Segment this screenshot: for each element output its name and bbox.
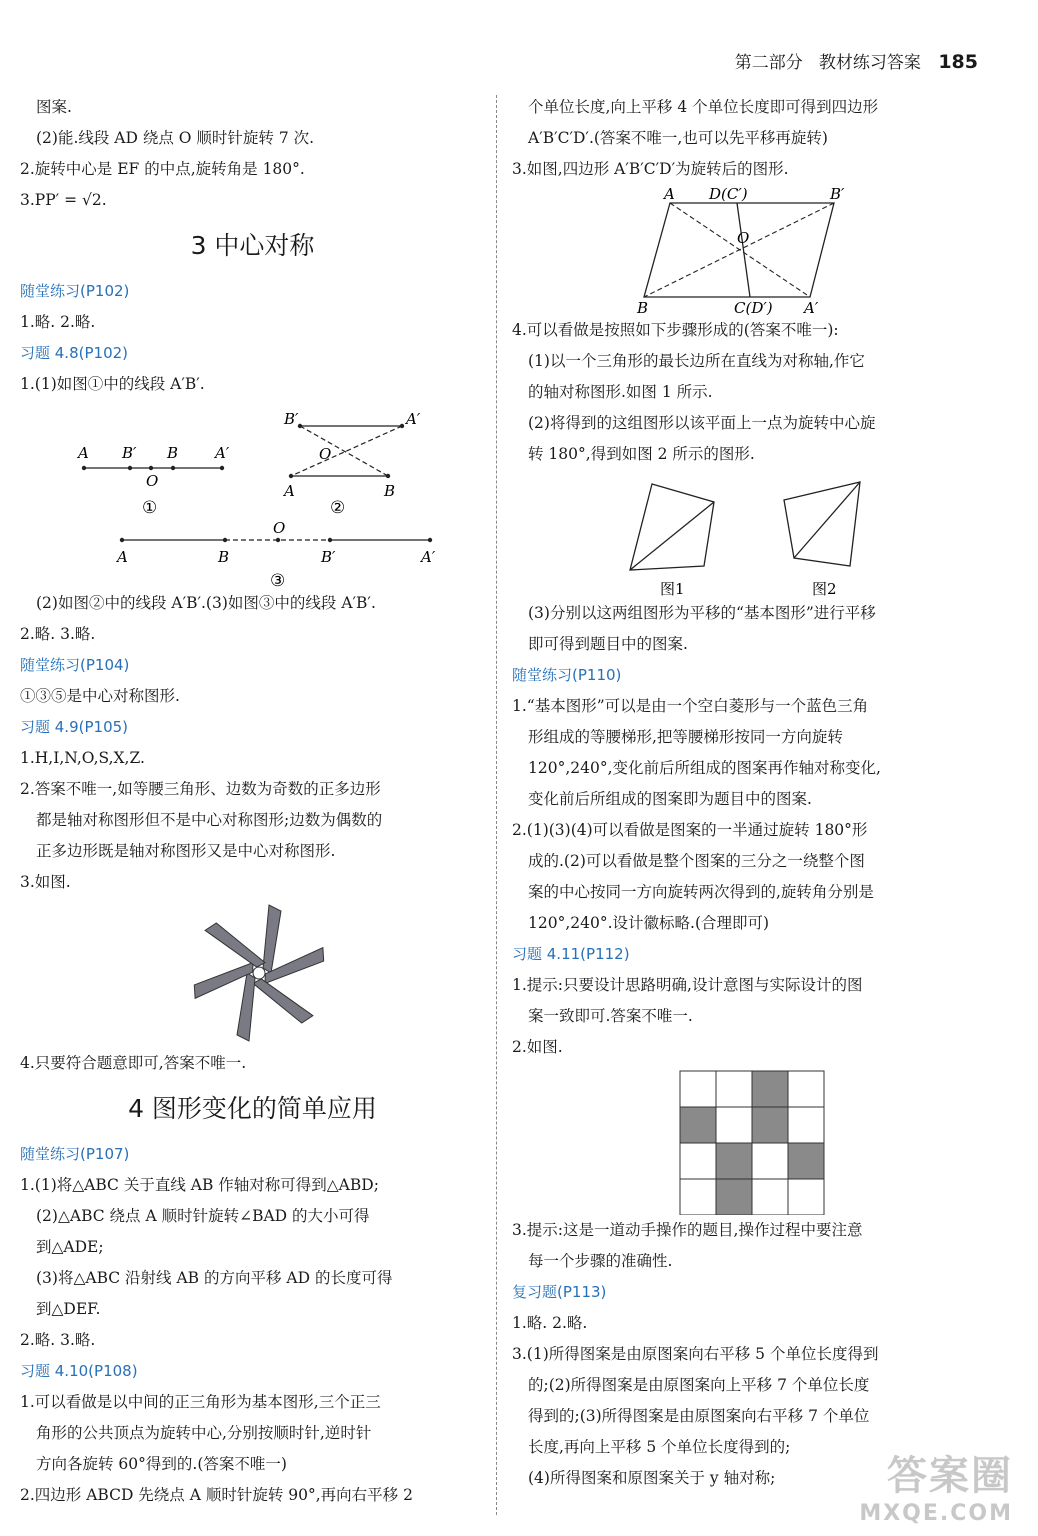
label-B2: B <box>384 482 396 500</box>
grid-cell-shaded <box>716 1179 752 1215</box>
circle-num-2: ② <box>330 498 346 518</box>
text-line: 的轴对称图形.如图 1 所示. <box>528 383 713 401</box>
grid-cell-shaded <box>680 1107 716 1143</box>
text-line: 成的.(2)可以看做是整个图案的三分之一绕整个图 <box>528 852 865 870</box>
watermark <box>859 1444 1013 1526</box>
label-Ap3: A′ <box>421 548 436 566</box>
pinwheel-figure <box>20 898 485 1048</box>
grid-cell <box>752 1179 788 1215</box>
text-line: 到△ADE; <box>36 1238 104 1256</box>
figure-3 <box>115 519 436 588</box>
label-O: O <box>146 472 159 490</box>
figure-2 <box>282 410 421 518</box>
grid-cell <box>788 1107 824 1143</box>
text-line: 长度,再向上平移 5 个单位长度得到的; <box>528 1438 791 1456</box>
pinwheel-blade <box>248 976 316 1026</box>
text-line: (2)能.线段 AD 绕点 O 顺时针旋转 7 次. <box>36 129 315 147</box>
grid-cell <box>716 1107 752 1143</box>
subsection-heading: 习题 4.9(P105) <box>20 718 129 736</box>
text-line: 1.(1)将△ABC 关于直线 AB 作轴对称可得到△ABD; <box>20 1176 379 1194</box>
watermark-line2: MXQE.COM <box>859 1501 1013 1526</box>
text-line: 角形的公共顶点为旋转中心,分别按顺时针,逆时针 <box>36 1424 372 1442</box>
text-line: (4)所得图案和原图案关于 y 轴对称; <box>528 1469 776 1487</box>
header-part: 第二部分 <box>734 53 803 73</box>
text-line: 1.“基本图形”可以是由一个空白菱形与一个蓝色三角 <box>512 697 869 715</box>
grid-cell <box>680 1179 716 1215</box>
label-O3: O <box>273 519 286 537</box>
text-line: 都是轴对称图形但不是中心对称图形;边数为偶数的 <box>36 811 383 829</box>
label-O: O <box>737 229 750 247</box>
text-line: 2.(1)(3)(4)可以看做是图案的一半通过旋转 180°形 <box>512 821 868 839</box>
grid-cell-shaded <box>752 1107 788 1143</box>
text-line: 转 180°,得到如图 2 所示的图形. <box>528 445 755 463</box>
grid-cell <box>788 1179 824 1215</box>
circle-num-1: ① <box>142 498 158 518</box>
text-line: 案的中心按同一方向旋转两次得到的,旋转角分别是 <box>528 883 874 901</box>
subsection-heading: 习题 4.11(P112) <box>512 945 630 963</box>
text-line: 120°,240°,变化前后所组成的图案再作轴对称变化, <box>528 759 881 777</box>
label-B: B <box>167 444 179 462</box>
text-line: 2.如图. <box>512 1038 563 1056</box>
pinwheel-blade <box>237 973 255 1041</box>
subsection-heading: 随堂练习(P104) <box>20 656 130 674</box>
text-line: 2.旋转中心是 EF 的中点,旋转角是 180°. <box>20 160 305 178</box>
text-line: A′B′C′D′.(答案不唯一,也可以先平移再旋转) <box>528 129 828 147</box>
text-line: 到△DEF. <box>36 1300 101 1318</box>
caption-fig2: 图2 <box>812 580 837 598</box>
text-line: 1.略. 2.略. <box>512 1314 588 1332</box>
text-line: 3.如图. <box>20 873 71 891</box>
grid-cell-shaded <box>752 1071 788 1107</box>
kite-figures <box>512 470 982 598</box>
label-Bp3: B′ <box>321 548 336 566</box>
parallelogram-figure <box>512 185 982 315</box>
text-line: 4.可以看做是按照如下步骤形成的(答案不唯一): <box>512 321 839 339</box>
text-line: 2.答案不唯一,如等腰三角形、边数为奇数的正多边形 <box>20 780 381 798</box>
pinwheel-blade <box>202 920 270 970</box>
figure-1 <box>76 444 230 518</box>
text-line: 2.四边形 ABCD 先绕点 A 顺时针旋转 90°,再向右平移 2 <box>20 1486 413 1504</box>
page-number: 185 <box>938 51 978 73</box>
header-section: 教材练习答案 <box>818 53 921 73</box>
subsection-heading: 习题 4.8(P102) <box>20 344 129 362</box>
subsection-heading: 随堂练习(P110) <box>512 666 622 684</box>
text-line: 3.(1)所得图案是由原图案向右平移 5 个单位长度得到 <box>512 1345 879 1363</box>
label-Ap: A′ <box>215 444 230 462</box>
text-line: 案一致即可.答案不唯一. <box>528 1007 693 1025</box>
grid-cell <box>680 1071 716 1107</box>
text-line: 1.提示:只要设计思路明确,设计意图与实际设计的图 <box>512 976 863 994</box>
grid-cell <box>680 1143 716 1179</box>
text-line: 3.PP′ = √2. <box>20 191 107 209</box>
text-line: 3.提示:这是一道动手操作的题目,操作过程中要注意 <box>512 1221 863 1239</box>
text-line: ①③⑤是中心对称图形. <box>20 687 180 705</box>
figure-1 <box>630 484 714 598</box>
circle-num-3: ③ <box>270 571 286 588</box>
label-DC: D(C′) <box>709 185 748 203</box>
label-A: A <box>78 444 89 462</box>
text-line: 得到的;(3)所得图案是由原图案向右平移 7 个单位 <box>528 1407 870 1425</box>
text-line: (2)如图②中的线段 A′B′.(3)如图③中的线段 A′B′. <box>36 594 376 612</box>
subsection-heading: 复习题(P113) <box>512 1283 607 1301</box>
text-line: (1)以一个三角形的最长边所在直线为对称轴,作它 <box>528 352 865 370</box>
text-line: 的;(2)所得图案是由原图案向上平移 7 个单位长度 <box>528 1376 870 1394</box>
text-line: 图案. <box>36 98 72 116</box>
right-column <box>512 92 982 1494</box>
watermark-line1: 答案圈 <box>887 1453 1013 1499</box>
label-O2: O <box>319 445 332 463</box>
label-Bp2: B′ <box>284 410 299 428</box>
grid-cell <box>752 1143 788 1179</box>
text-line: 即可得到题目中的图案. <box>528 635 688 653</box>
grid-cell-shaded <box>788 1143 824 1179</box>
text-line: 1.略. 2.略. <box>20 313 96 331</box>
text-line: (2)△ABC 绕点 A 顺时针旋转∠BAD 的大小可得 <box>36 1207 370 1225</box>
segment-figures <box>20 400 485 588</box>
left-column <box>20 92 485 1511</box>
text-line: 个单位长度,向上平移 4 个单位长度即可得到四边形 <box>528 98 879 116</box>
grid-figure <box>512 1063 982 1215</box>
text-line: (2)将得到的这组图形以该平面上一点为旋转中心旋 <box>528 414 876 432</box>
grid-cell <box>716 1071 752 1107</box>
text-line: 2.略. 3.略. <box>20 1331 96 1349</box>
text-line: 120°,240°.设计徽标略.(合理即可) <box>528 914 770 932</box>
text-line: (3)分别以这两组图形为平移的“基本图形”进行平移 <box>528 604 876 622</box>
label-Bp: B′ <box>830 185 845 203</box>
text-line: 方向各旋转 60°得到的.(答案不唯一) <box>36 1455 287 1473</box>
caption-fig1: 图1 <box>660 580 685 598</box>
section-title-4: 4 图形变化的简单应用 <box>128 1094 377 1123</box>
label-Bp: B′ <box>122 444 137 462</box>
section-title-3: 3 中心对称 <box>190 231 315 260</box>
grid-cell <box>788 1071 824 1107</box>
text-line: 3.如图,四边形 A′B′C′D′为旋转后的图形. <box>512 160 789 178</box>
label-A3: A <box>117 548 128 566</box>
figure-2 <box>784 482 860 598</box>
label-CD: C(D′) <box>734 299 773 315</box>
grid-cell-shaded <box>716 1143 752 1179</box>
text-line: 变化前后所组成的图案即为题目中的图案. <box>528 790 812 808</box>
column-divider <box>496 95 497 1515</box>
text-line: 2.略. 3.略. <box>20 625 96 643</box>
text-line: 1.可以看做是以中间的正三角形为基本图形,三个正三 <box>20 1393 381 1411</box>
subsection-heading: 随堂练习(P102) <box>20 282 130 300</box>
label-B3: B <box>218 548 230 566</box>
text-line: (3)将△ABC 沿射线 AB 的方向平移 AD 的长度可得 <box>36 1269 393 1287</box>
label-A: A <box>664 185 675 203</box>
text-line: 正多边形既是轴对称图形又是中心对称图形. <box>36 842 336 860</box>
label-A2: A <box>284 482 295 500</box>
subsection-heading: 习题 4.10(P108) <box>20 1362 138 1380</box>
page-header <box>735 48 978 73</box>
label-Ap: A′ <box>804 299 819 315</box>
text-line: 1.(1)如图①中的线段 A′B′. <box>20 375 205 393</box>
text-line: 形组成的等腰梯形,把等腰梯形按同一方向旋转 <box>528 728 843 746</box>
text-line: 每一个步骤的准确性. <box>528 1252 673 1270</box>
label-B: B <box>637 299 649 315</box>
text-line: 4.只要符合题意即可,答案不唯一. <box>20 1054 247 1072</box>
label-Ap2: A′ <box>406 410 421 428</box>
text-line: 1.H,I,N,O,S,X,Z. <box>20 749 145 767</box>
subsection-heading: 随堂练习(P107) <box>20 1145 130 1163</box>
